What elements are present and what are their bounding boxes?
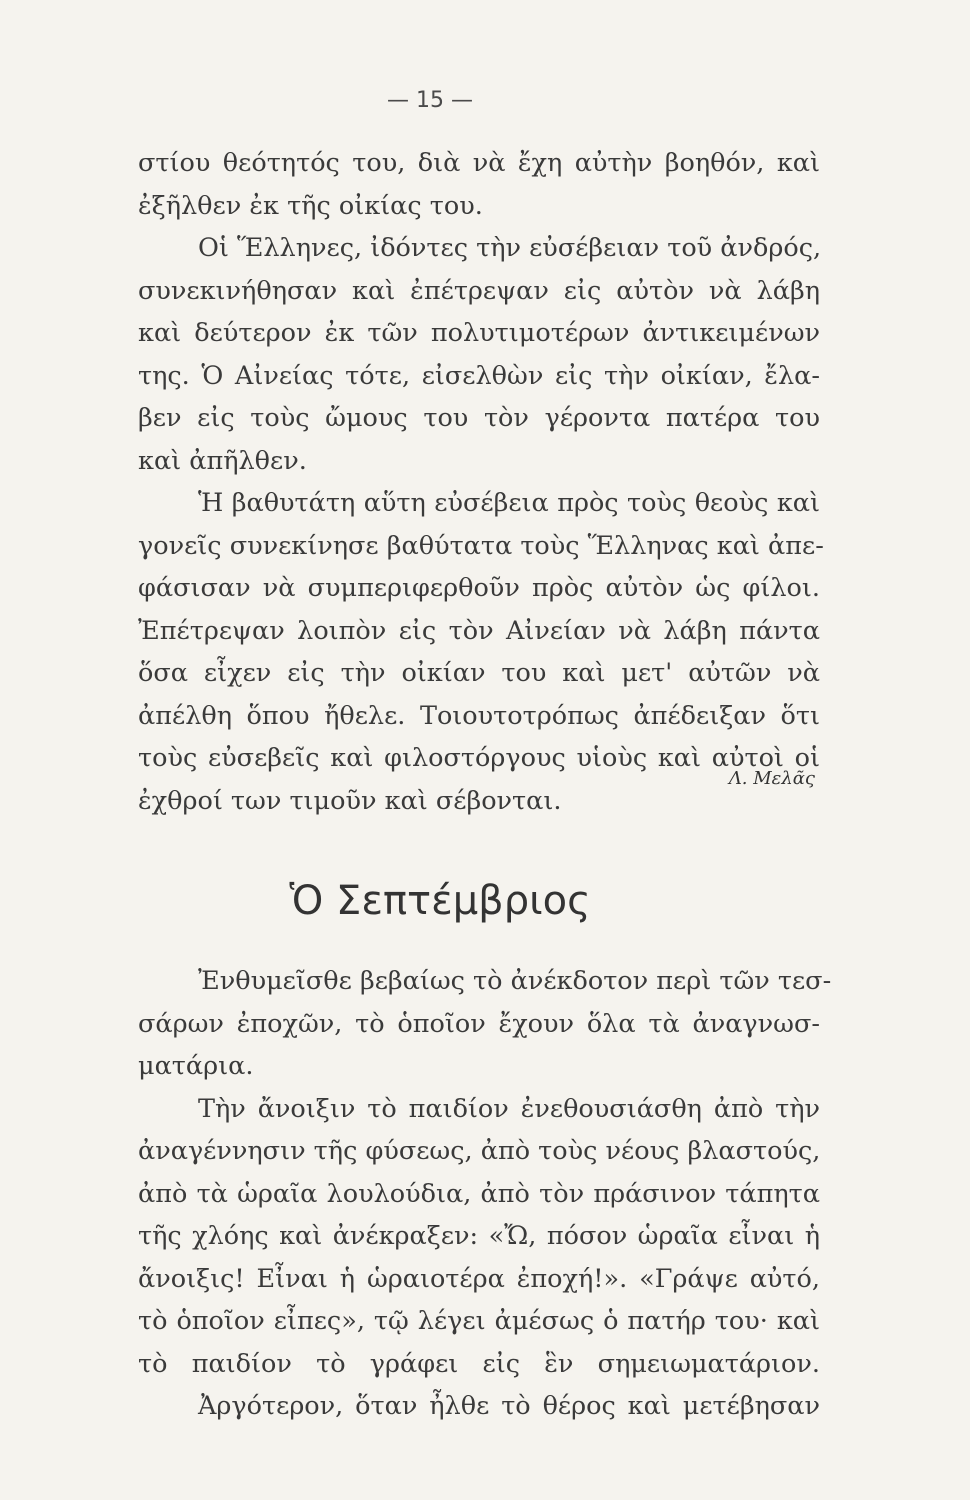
text-line: Ἐπέτρεψαν λοιπὸν εἰς τὸν Αἰνείαν νὰ λάβη πάντα	[138, 615, 820, 646]
section-heading: Ὁ Σεπτέμβριος	[289, 878, 591, 924]
text-line: Ἀργότερον, ὅταν ἦλθε τὸ θέρος καὶ μετέβησαν	[198, 1391, 820, 1421]
text-line: ἀναγέννησιν τῆς φύσεως, ἀπὸ τοὺς νέους βλαστούς,	[138, 1136, 821, 1166]
text-line: βεν εἰς τοὺς ὤμους του τὸν γέροντα πατέρα του	[138, 403, 820, 433]
text-line: συνεκινήθησαν καὶ ἐπέτρεψαν εἰς αὐτὸν νὰ λάβη	[138, 275, 820, 306]
text-line: τοὺς εὐσεβεῖς καὶ φιλοστόργους υἱοὺς καὶ αὐτοὶ οἱ	[138, 743, 820, 773]
text-line: τῆς χλόης καὶ ἀνέκραξεν: «Ὤ, πόσον ὡραῖα εἶναι ἡ	[138, 1221, 820, 1251]
text-line: της. Ὁ Αἰνείας τότε, εἰσελθὼν εἰς τὴν οἰκίαν, ἔλα-	[138, 360, 820, 391]
text-line: τὸ ὁποῖον εἶπες», τῷ λέγει ἀμέσως ὁ πατήρ του· καὶ	[138, 1306, 820, 1336]
text-line: καὶ δεύτερον ἐκ τῶν πολυτιμοτέρων ἀντικειμένων	[138, 318, 820, 348]
text-line: Ἡ βαθυτάτη αὕτη εὐσέβεια πρὸς τοὺς θεοὺς καὶ	[198, 488, 820, 518]
text-line: γονεῖς συνεκίνησε βαθύτατα τοὺς Ἕλληνας καὶ ἀπε-	[138, 530, 824, 561]
text-line: Τὴν ἄνοιξιν τὸ παιδίον ἐνεθουσιάσθη ἀπὸ τὴν	[198, 1093, 820, 1124]
text-line: φάσισαν νὰ συμπεριφερθοῦν πρὸς αὐτὸν ὡς φίλοι.	[138, 573, 820, 603]
text-line: ἐξῆλθεν ἐκ τῆς οἰκίας του.	[138, 190, 483, 221]
text-line: ὅσα εἶχεν εἰς τὴν οἰκίαν του καὶ μετ' αὐτῶν νὰ	[138, 658, 820, 688]
text-line: καὶ ἀπῆλθεν.	[138, 445, 307, 476]
text-line: ἀπὸ τὰ ὡραῖα λουλούδια, ἀπὸ τὸν πράσινον τάπητα	[138, 1178, 820, 1209]
text-line: ἄνοιξις! Εἶναι ἡ ὡραιοτέρα ἐποχή!». «Γράψε αὐτό,	[138, 1263, 820, 1294]
text-line: Οἱ Ἕλληνες, ἰδόντες τὴν εὐσέβειαν τοῦ ἀνδρός,	[198, 233, 822, 263]
text-line: ἀπέλθη ὅπου ἤθελε. Τοιουτοτρόπως ἀπέδειξαν ὅτι	[138, 700, 820, 731]
author-signature: Λ. Μελᾶς	[728, 768, 815, 789]
text-line: στίου θεότητός του, διὰ νὰ ἔχη αὐτὴν βοηθόν, καὶ	[138, 148, 820, 178]
text-line: ματάρια.	[138, 1051, 254, 1081]
text-block-2	[138, 960, 832, 1428]
text-line: Ἐνθυμεῖσθε βεβαίως τὸ ἀνέκδοτον περὶ τῶν τεσ-	[198, 966, 832, 996]
text-line: σάρων ἐποχῶν, τὸ ὁποῖον ἔχουν ὅλα τὰ ἀναγνωσ-	[138, 1008, 820, 1039]
page-number: — 15 —	[387, 88, 473, 113]
text-line: τὸ παιδίον τὸ γράφει εἰς ἓν σημειωματάριον.	[138, 1348, 820, 1379]
text-block-1	[138, 142, 824, 822]
text-line: ἐχθροί των τιμοῦν καὶ σέβονται.	[138, 785, 562, 816]
